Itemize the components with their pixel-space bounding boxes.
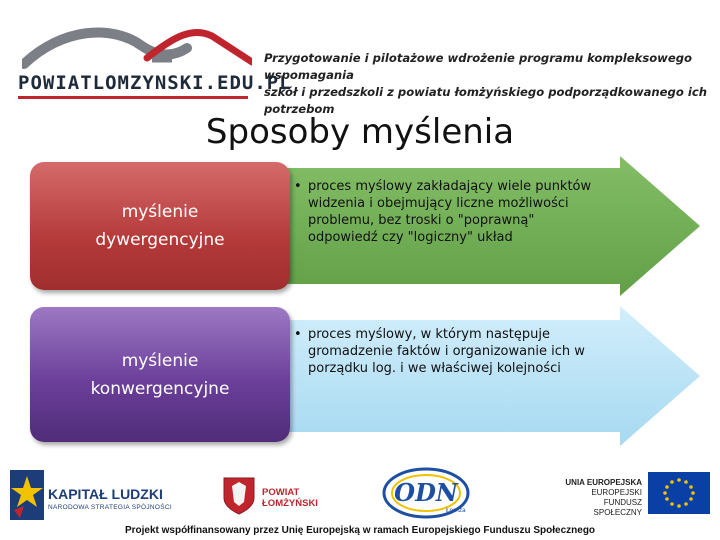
convergent-label-line1: myślenie bbox=[121, 350, 199, 371]
logo-text: POWIATLOMZYNSKI.EDU.PL bbox=[18, 72, 292, 94]
logo-underline bbox=[18, 96, 248, 99]
logo-swoosh-icon bbox=[22, 18, 252, 74]
header-subtitle-line1: Przygotowanie i pilotażowe wdrożenie programu kompleksowego wspomagania bbox=[264, 51, 693, 82]
eu-label-line2: EUROPEJSKI bbox=[591, 488, 642, 497]
eu-flag-icon bbox=[648, 472, 710, 514]
divergent-label-line1: myślenie bbox=[121, 202, 199, 222]
divergent-desc-line2: widzenia i obejmujący liczne możliwości bbox=[308, 196, 569, 211]
convergent-description bbox=[294, 326, 634, 377]
divergent-thinking-box bbox=[30, 162, 290, 290]
powiat-coat-of-arms-icon bbox=[222, 476, 256, 516]
convergent-desc-line1: proces myślowy, w którym następuje bbox=[308, 327, 550, 342]
divergent-desc-line1: proces myślowy zakładający wiele punktów bbox=[308, 179, 592, 194]
powiat-name-line1: POWIAT bbox=[262, 487, 300, 498]
odn-logo-subtext: Łomża bbox=[446, 507, 466, 514]
kapital-ludzki-title: KAPITAŁ LUDZKI bbox=[48, 486, 163, 502]
eu-label-line3: FUNDUSZ SPOŁECZNY bbox=[593, 498, 642, 517]
header-subtitle-line2: szkół i przedszkoli z powiatu łomżyńskiego podporządkowanego ich potrzebom bbox=[264, 85, 707, 116]
convergent-desc-line3: porządku log. i we właściwej kolejności bbox=[308, 361, 561, 376]
footer-cofinancing-note: Projekt współfinansowany przez Unię Europejską w ramach Europejskiego Funduszu Społecznego bbox=[124, 525, 596, 536]
odn-logo-icon bbox=[380, 466, 472, 520]
bullet-icon: • bbox=[294, 327, 302, 342]
eu-label-line1: UNIA EUROPEJSKA bbox=[565, 478, 642, 487]
powiat-name-line2: ŁOMŻYŃSKI bbox=[262, 498, 318, 509]
page-title: Sposoby myślenia bbox=[205, 112, 515, 152]
header-subtitle bbox=[264, 50, 714, 118]
convergent-desc-line2: gromadzenie faktów i organizowanie ich w bbox=[308, 344, 585, 359]
bullet-icon: • bbox=[294, 179, 302, 194]
kapital-ludzki-subtitle: NARODOWA STRATEGIA SPÓJNOŚCI bbox=[48, 504, 172, 511]
divergent-desc-line3: problemu, bez troski o "poprawną" bbox=[308, 213, 535, 228]
convergent-thinking-box bbox=[30, 307, 290, 442]
divergent-desc-line4: odpowiedź czy "logiczny" układ bbox=[308, 230, 513, 245]
divergent-label-line2: dywergencyjne bbox=[95, 230, 225, 250]
divergent-description bbox=[294, 178, 654, 246]
odn-logo-text: ODN bbox=[394, 478, 458, 507]
powiat-name bbox=[262, 487, 318, 509]
convergent-label-line2: konwergencyjne bbox=[90, 378, 230, 399]
eu-label bbox=[556, 478, 642, 518]
kapital-ludzki-star-icon bbox=[10, 470, 44, 520]
